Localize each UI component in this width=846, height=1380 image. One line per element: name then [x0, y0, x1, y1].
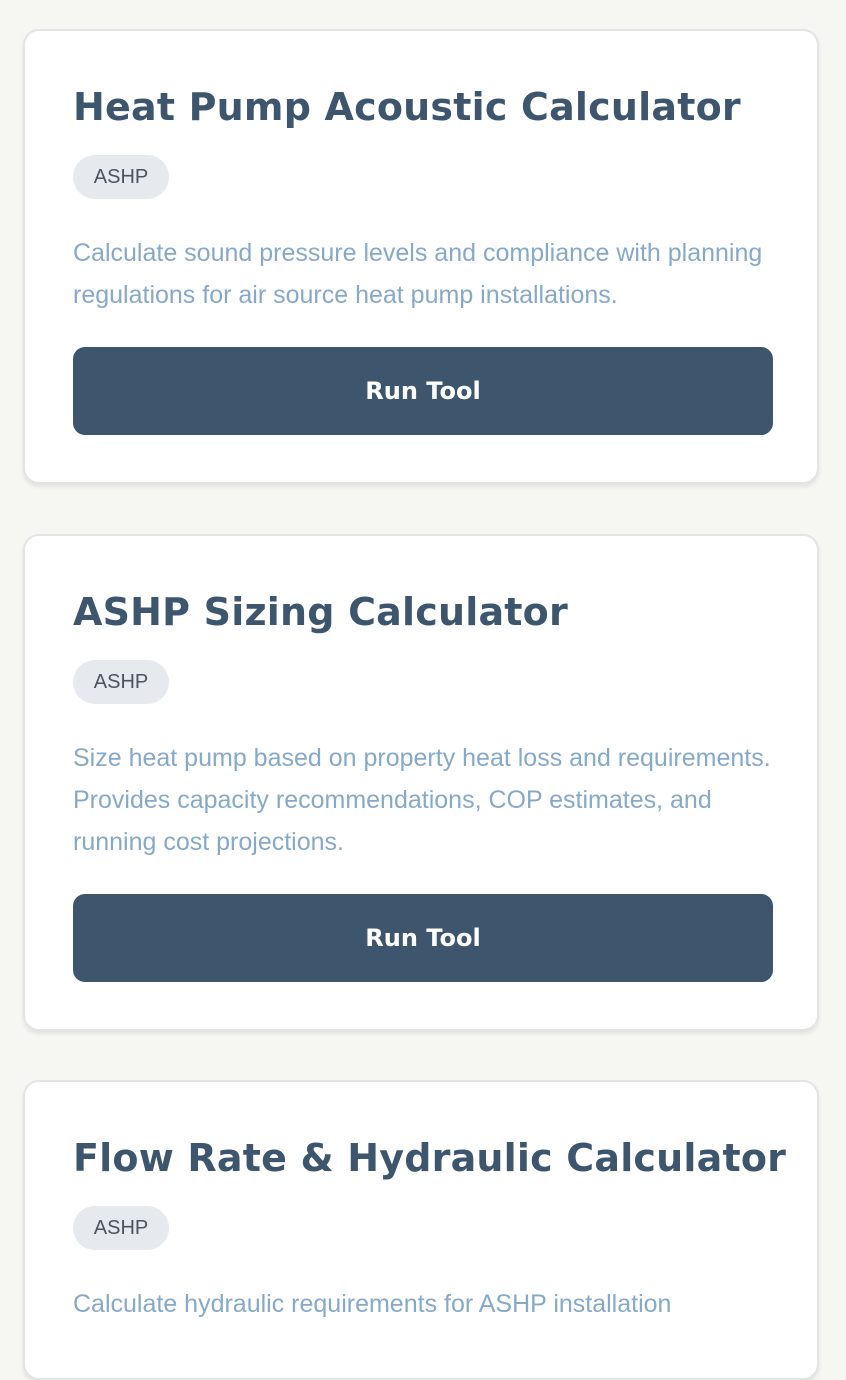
tool-card-description: Calculate sound pressure levels and compliance with planning regulations for air source heat pump installations. — [73, 239, 763, 309]
tool-card — [23, 534, 819, 1031]
tool-card-description: Size heat pump based on property heat loss and requirements. Provides capacity recommendations, COP estimates, and running cost projections. — [73, 744, 771, 856]
tool-category-tag: ASHP — [73, 660, 169, 704]
tool-category-tag: ASHP — [73, 1206, 169, 1250]
tool-card — [23, 29, 819, 484]
run-tool-button[interactable]: Run Tool — [73, 894, 773, 982]
tool-card-title: Heat Pump Acoustic Calculator — [73, 85, 741, 129]
run-tool-button[interactable]: Run Tool — [73, 347, 773, 435]
tool-category-tag: ASHP — [73, 155, 169, 199]
tool-card-title: Flow Rate & Hydraulic Calculator — [73, 1136, 787, 1180]
tool-card — [23, 1080, 819, 1380]
tool-card-title: ASHP Sizing Calculator — [73, 590, 568, 634]
tool-card-description: Calculate hydraulic requirements for ASHP installation — [73, 1290, 672, 1318]
